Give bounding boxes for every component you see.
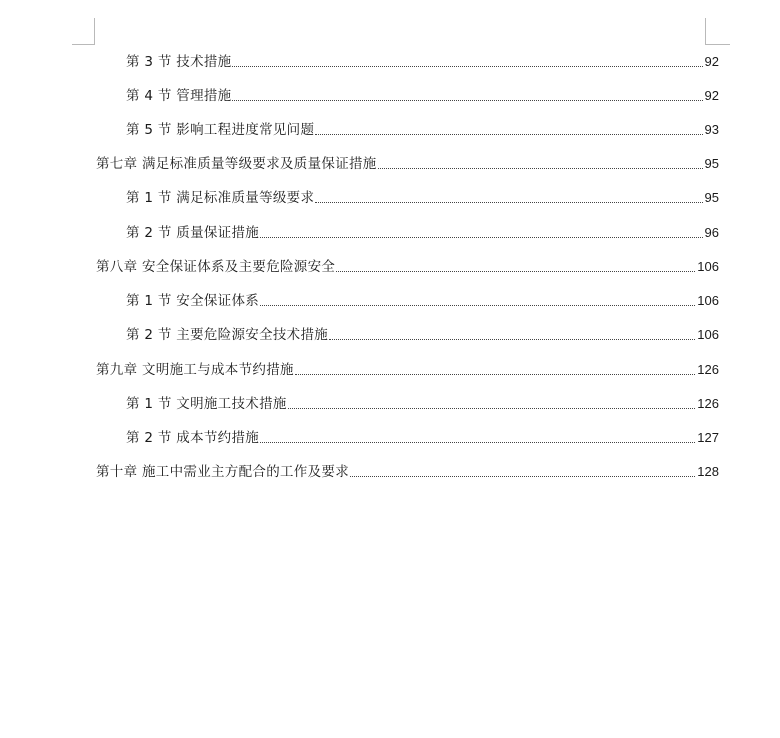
toc-page-number: 96 [704, 225, 719, 240]
toc-entry-title: 第七章 满足标准质量等级要求及质量保证措施 [96, 156, 377, 172]
margin-corner-mark-right [705, 18, 730, 45]
toc-entry-title: 第九章 文明施工与成本节约措施 [96, 362, 294, 378]
toc-page-number: 127 [697, 430, 719, 445]
toc-entry-title: 第 1 节 安全保证体系 [126, 293, 260, 309]
toc-entry[interactable] [126, 326, 719, 344]
toc-entry[interactable] [126, 395, 719, 413]
toc-page-number: 92 [704, 54, 719, 69]
toc-entry[interactable] [126, 87, 719, 105]
toc-page-number: 128 [697, 464, 719, 479]
toc-dot-leader [350, 476, 695, 477]
toc-entry[interactable] [126, 292, 719, 310]
toc-dot-leader [288, 408, 696, 409]
toc-page-number: 106 [697, 259, 719, 274]
toc-entry-title: 第 1 节 满足标准质量等级要求 [126, 190, 315, 206]
toc-page-number: 93 [704, 122, 719, 137]
toc-page-number: 95 [704, 156, 719, 171]
toc-entry-title: 第 2 节 主要危险源安全技术措施 [126, 327, 329, 343]
toc-entry-title: 第 2 节 成本节约措施 [126, 430, 260, 446]
toc-dot-leader [260, 305, 695, 306]
toc-entry-title: 第十章 施工中需业主方配合的工作及要求 [96, 464, 349, 480]
toc-entry-title: 第 5 节 影响工程进度常见问题 [126, 122, 315, 138]
toc-page-number: 126 [697, 396, 719, 411]
toc-entry-title: 第 1 节 文明施工技术措施 [126, 396, 287, 412]
toc-entry-title: 第八章 安全保证体系及主要危险源安全 [96, 259, 336, 275]
toc-page-number: 106 [697, 293, 719, 308]
toc-dot-leader [260, 442, 695, 443]
toc-page-number: 95 [704, 190, 719, 205]
toc-dot-leader [336, 271, 695, 272]
toc-entry[interactable] [96, 361, 719, 379]
toc-entry[interactable] [126, 53, 719, 71]
toc-dot-leader [232, 100, 702, 101]
margin-corner-mark-left [72, 18, 95, 45]
toc-dot-leader [260, 237, 702, 238]
toc-dot-leader [329, 339, 695, 340]
toc-entry-title: 第 4 节 管理措施 [126, 88, 232, 104]
toc-page-number: 106 [697, 327, 719, 342]
toc-entry[interactable] [96, 258, 719, 276]
toc-page-number: 92 [704, 88, 719, 103]
toc-entry[interactable] [126, 224, 719, 242]
toc-entry[interactable] [96, 463, 719, 481]
toc-dot-leader [378, 168, 703, 169]
toc-entry-title: 第 3 节 技术措施 [126, 54, 232, 70]
toc-entry[interactable] [126, 121, 719, 139]
toc-page-number: 126 [697, 362, 719, 377]
toc-entry[interactable] [126, 429, 719, 447]
toc-entry-title: 第 2 节 质量保证措施 [126, 225, 260, 241]
toc-dot-leader [315, 202, 702, 203]
toc-dot-leader [232, 66, 702, 67]
toc-entry[interactable] [126, 189, 719, 207]
toc-entry[interactable] [96, 155, 719, 173]
toc-dot-leader [315, 134, 702, 135]
toc-dot-leader [295, 374, 696, 375]
